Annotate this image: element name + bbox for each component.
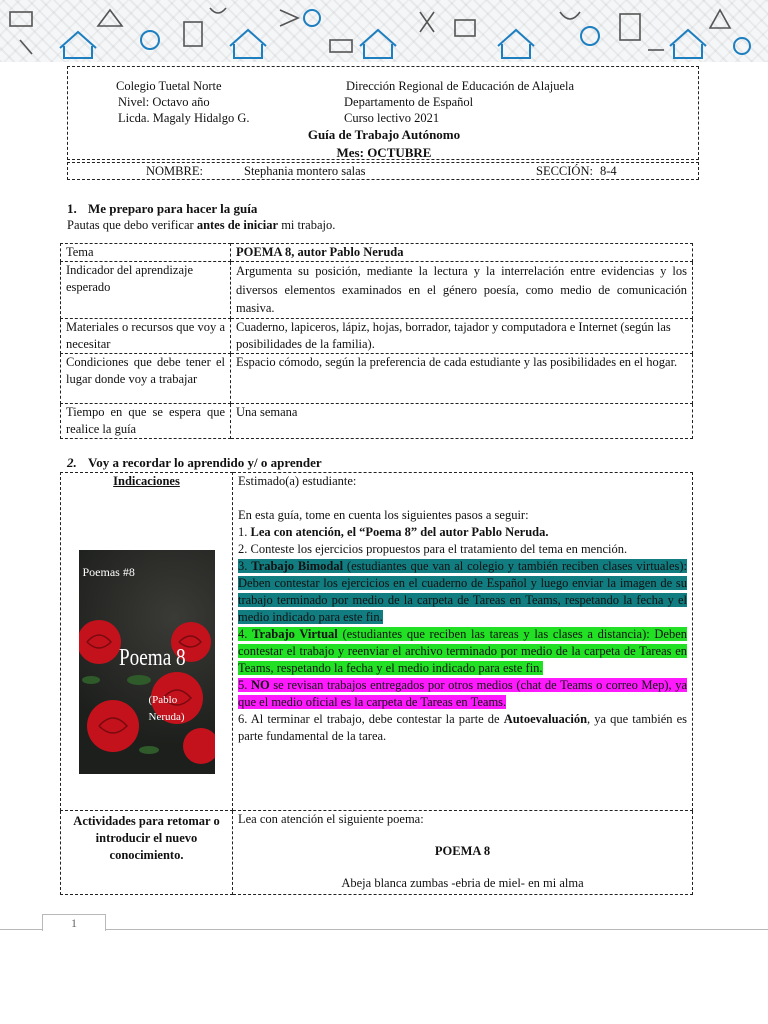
step5-number: 5. bbox=[238, 678, 251, 692]
student-name: Stephania montero salas bbox=[244, 164, 366, 178]
step4-bold: Trabajo Virtual bbox=[252, 627, 338, 641]
activities-label: Actividades para retomar o introducir el nuevo conocimiento. bbox=[61, 811, 233, 895]
greeting: Estimado(a) estudiante: bbox=[238, 474, 357, 488]
step-6 bbox=[238, 711, 687, 745]
section-value: 8-4 bbox=[600, 164, 617, 178]
section-label: SECCIÓN: bbox=[536, 164, 593, 178]
step4-number: 4. bbox=[238, 627, 253, 641]
activities-intro: Lea con atención el siguiente poema: bbox=[238, 812, 424, 826]
step3-number: 3. bbox=[238, 559, 252, 573]
step6-text: 6. Al terminar el trabajo, debe contestar la parte de bbox=[238, 712, 504, 726]
grade-level: Nivel: Octavo año bbox=[118, 95, 210, 109]
month-title: Mes: OCTUBRE bbox=[336, 145, 432, 160]
cover-main-text: Poema 8 bbox=[118, 645, 186, 671]
instructions-cell bbox=[233, 473, 693, 811]
row-label: Tiempo en que se espera que realice la guía bbox=[61, 404, 231, 439]
decorative-banner bbox=[0, 0, 768, 62]
header-box bbox=[67, 66, 699, 160]
section1-heading bbox=[67, 201, 257, 217]
section1-number: 1. bbox=[67, 201, 77, 216]
section2-title: Voy a recordar lo aprendido y/ o aprender bbox=[88, 455, 322, 470]
step6-bold: Autoevaluación bbox=[503, 712, 588, 726]
step5-bold: NO bbox=[250, 678, 270, 692]
student-row bbox=[67, 162, 699, 180]
page-number: 1 bbox=[42, 914, 106, 931]
step-4 bbox=[238, 626, 687, 677]
row-label: Condiciones que debe tener el lugar donde voy a trabajar bbox=[61, 354, 231, 404]
table-row bbox=[61, 244, 693, 262]
subtitle-pre: Pautas que debo verificar bbox=[67, 218, 197, 232]
section1-subtitle bbox=[67, 218, 335, 233]
footer-line bbox=[0, 929, 768, 930]
cover-author-text: (Pablo Neruda) bbox=[148, 694, 185, 723]
row-value: POEMA 8, autor Pablo Neruda bbox=[231, 244, 693, 262]
step-3 bbox=[238, 558, 687, 626]
section2-heading bbox=[67, 455, 322, 471]
table-row bbox=[61, 319, 693, 354]
row-label: Tema bbox=[61, 244, 231, 262]
row-value: Cuaderno, lapiceros, lápiz, hojas, borrador, tajador y computadora e Internet (según las posibilidades de la familia). bbox=[231, 319, 693, 354]
table-row bbox=[61, 262, 693, 319]
poem-cover-image bbox=[79, 550, 215, 774]
table-row bbox=[61, 473, 693, 811]
table-row bbox=[61, 404, 693, 439]
school-name: Colegio Tuetal Norte bbox=[116, 79, 222, 93]
teacher-name: Licda. Magaly Hidalgo G. bbox=[118, 111, 250, 125]
section1-title: Me preparo para hacer la guía bbox=[88, 201, 258, 216]
regional-direction: Dirección Regional de Educación de Alajuela bbox=[346, 79, 575, 93]
indications-table bbox=[60, 472, 693, 895]
row-value: Argumenta su posición, mediante la lectura y la interrelación entre evidencias y los diversos elementos examinados en el género poesía, como medio de comunicación masiva. bbox=[231, 262, 693, 319]
indications-cell bbox=[61, 473, 233, 811]
step3-bold: Trabajo Bimodal bbox=[251, 559, 344, 573]
guide-title: Guía de Trabajo Autónomo bbox=[307, 127, 461, 142]
school-year: Curso lectivo 2021 bbox=[344, 111, 440, 125]
row-label: Indicador del aprendizaje esperado bbox=[61, 262, 231, 319]
activities-cell bbox=[233, 811, 693, 895]
poem-first-line: Abeja blanca zumbas -ebria de miel- en mi alma bbox=[341, 876, 584, 890]
step5-text: se revisan trabajos entregados por otros medios (chat de Teams o correo Mep), ya que el medio oficial es la carpeta de Tareas en Teams. bbox=[238, 678, 688, 709]
step4-text: (estudiantes que reciben las tareas y las clases a distancia): Deben contestar el trabajo y reenviar el archivo terminado por medio de la carpeta de Tareas en Teams, respetando la fecha y el medio indicado para este fin. bbox=[238, 627, 688, 675]
table-row bbox=[61, 354, 693, 404]
row-label: Materiales o recursos que voy a necesitar bbox=[61, 319, 231, 354]
step-5 bbox=[238, 677, 687, 711]
name-label: NOMBRE: bbox=[146, 164, 203, 178]
subtitle-bold: antes de iniciar bbox=[196, 218, 279, 232]
department: Departamento de Español bbox=[344, 95, 474, 109]
step1-text: Lea con atención, el “Poema 8” del autor Pablo Neruda. bbox=[250, 525, 549, 539]
step-1 bbox=[238, 524, 687, 541]
indications-label: Indicaciones bbox=[113, 474, 180, 488]
guide-info-table bbox=[60, 243, 693, 439]
step3-text: (estudiantes que van al colegio y también reciben clases virtuales): Deben contestar los ejercicios en el cuaderno de Español y luego enviar la imagen de su trabajo terminado por medio de la carpeta de Tareas en Teams, respetando la fecha y el medio indicado para este fin. bbox=[238, 559, 687, 624]
section2-number: 2. bbox=[67, 455, 77, 470]
row-value: Una semana bbox=[231, 404, 693, 439]
poem-title: POEMA 8 bbox=[434, 844, 491, 858]
subtitle-post: mi trabajo. bbox=[278, 218, 336, 232]
table-row bbox=[61, 811, 693, 895]
step6-text-end: , ya que también es parte fundamental de la tarea. bbox=[238, 712, 687, 743]
row-value: Espacio cómodo, según la preferencia de cada estudiante y las posibilidades en el hogar. bbox=[231, 354, 693, 404]
step-2: 2. Conteste los ejercicios propuestos para el tratamiento del tema en mención. bbox=[238, 542, 628, 556]
cover-top-text: Poemas #8 bbox=[82, 565, 135, 579]
doodle-pattern bbox=[0, 0, 768, 62]
step1-number: 1. bbox=[238, 525, 251, 539]
intro-text: En esta guía, tome en cuenta los siguientes pasos a seguir: bbox=[238, 508, 529, 522]
